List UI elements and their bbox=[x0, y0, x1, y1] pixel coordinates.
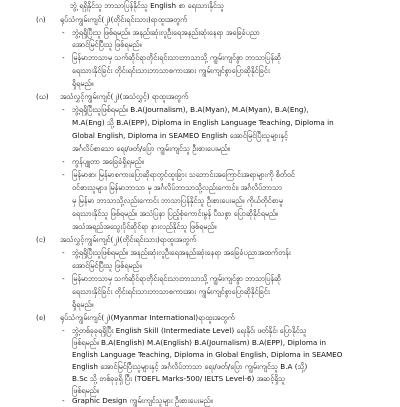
text-line: English အောင်မြင်ပြီးသူများနှင့် အင်္ဂလိပ်ဘာသာ ရေး/ဖတ်/ပြော ကျွမ်းကျင်သူ B.A (သို့) bbox=[72, 362, 308, 371]
bullet-marker: - bbox=[62, 28, 65, 37]
text-line: ရေးသားနိုင်ခြင်း တိုင်းရင်းသားဘာသာစကားအား ကျွမ်းကျင်စွာပြောဆိုနိုင်ခြင်း bbox=[72, 66, 270, 75]
bullet-marker: - bbox=[62, 53, 65, 62]
text-line: မြန်မာဘာသာမှ သက်ဆိုင်ရာတိုင်းရင်းသားဘာသာသို့ ကျွမ်းကျင်စွာ ဘာသာပြန်ဆို bbox=[72, 274, 282, 283]
section-number: (ဃ) bbox=[36, 92, 49, 101]
text-line: ဘွဲ့ ရရှိနိုင်သူ ဘာသာပြန်နိုင်သူ English စာ ရေးသားနိုင်သူ bbox=[70, 1, 224, 10]
text-line: English Language Teaching, Diploma in Global English, Diploma in SEAMEO bbox=[72, 350, 343, 359]
text-line: ဝင်စားသူများ၊ မြန်မာဘာသာ မှ အင်္ဂလိပ်ဘာသာသို့လည်းကောင်း၊ အင်္ဂလိပ်ဘာသာ bbox=[72, 183, 283, 192]
bullet-marker: - bbox=[62, 157, 65, 166]
text-line: ဘွဲ့တစ်ခုခုရရှိပြီး English Skill (Intermediate Level) ရေးနိုင်၊ ဖတ်နိုင်၊ ပြောနိုင်သူ bbox=[72, 326, 307, 335]
text-line: အသံအရည်အသွေးပိုင်ဆိုင်ရာ နားလည်နိုင်သူ ဖြစ်ရမည်။ bbox=[72, 222, 217, 231]
section-heading: ရုပ်သံကျွမ်းကျင်(၂)(တိုင်းရင်းသား)ရာထူးအတွက် bbox=[60, 15, 188, 24]
text-line: မြန်မာစာ၊ မြန်မာစကားပြောဆိုရာတွင်ထူးခြား သဘောင်းအကြောင်းအရာများကို စိတ်ဝင် bbox=[72, 170, 295, 179]
text-line: ရှိရမည်။ bbox=[72, 300, 94, 309]
text-line: M.A(Eng) သို့ B.A(EPP), Diploma in English Language Teaching, Diploma in bbox=[72, 118, 334, 127]
bullet-marker: - bbox=[62, 326, 65, 335]
section-number: (င) bbox=[36, 235, 46, 244]
text-line: Graphic Design ကျွမ်းကျင်သူများ ဦးစားပေးမည်။ bbox=[72, 396, 213, 405]
text-line: ဘွဲ့ရရှိပြီးသူဖြစ်ရမည်။ အနည်းဆုံးလူဦးရေအနည်းဆုံးနေရာ အခြေခံပညာအထက်တန်း bbox=[72, 248, 291, 257]
text-line: ဘွဲ့ရရှိပြီးသူ ဖြစ်ရမည်။ အနည်းဆုံးလူဦးရေအနည်းဆုံးနေရာ အခြေခံပညာ bbox=[72, 28, 260, 37]
bullet-marker: - bbox=[62, 274, 65, 283]
bullet-marker: - bbox=[62, 396, 65, 405]
section-heading: အသံလွှင့်ကျွမ်းကျင်(၂)(တိုင်းရင်းသား)ရာထူးအတွက် bbox=[60, 235, 197, 244]
bullet-marker: - bbox=[62, 170, 65, 179]
section-heading: ရုပ်သံကျွမ်းကျင်(၂)(Myanmar International)ရာထူးအတွက် bbox=[60, 313, 235, 322]
bullet-marker: - bbox=[62, 248, 65, 257]
text-line: ရေးသားနိုင်သူ ဖြစ်ရမည်။ အသံပြနာ ပြည့်စုံကောင်းမွန် ပီသစွာ ပြောဆိုနိုင်ရမည်။ bbox=[72, 209, 279, 218]
text-line: ရှိရမည်။ bbox=[72, 79, 94, 88]
text-line: ကွန်ပျူတာ အခြေခံရှိရမည်။ bbox=[72, 157, 144, 166]
section-number: (စ) bbox=[36, 313, 46, 322]
text-line: အောင်မြင်ပြီးသူ ဖြစ်ရမည်။ bbox=[72, 261, 142, 270]
text-line: ဖြစ်ရမည်။ bbox=[72, 386, 99, 395]
text-line: အောင်မြင်ပြီးသူ ဖြစ်ရမည်။ bbox=[72, 40, 142, 49]
section-heading: အသံလွှင့်ကျွမ်းကျင်(၂)(အသံလွှင့်) ရာထူးအတွက် bbox=[60, 92, 189, 101]
text-line: ဖြစ်ရမည်။ B.A(English) M.A(English) B.A(Journalism) B.A(EPP), Diploma in bbox=[72, 338, 327, 347]
text-line: B.Sc သို့ တစ်ခုခုရှိ ပြီး (TOEFL Marks-500/ IELTS Level-6) အဆင့်ရှိသူ bbox=[72, 374, 286, 383]
text-line: အင်္ဂလိပ်စာသော ရေး/ဖတ်/ပြော ကျွမ်းကျင်သူ ဦးစားပေးမည်။ bbox=[72, 144, 230, 153]
text-line: မှ မြန်မာ ဘာသာသို့လည်းကောင်း ဘာသာပြန်နိုင်သူ ဦးစားပေးမည်။ ကိုယ်တိုင်စာမူ bbox=[72, 196, 283, 205]
text-line: ဘွဲ့ရရှိပြီးသူဖြစ်ရမည်။ B.A(Journalism), B.A(Myan), M.A(Myan), B.A(Eng), bbox=[72, 105, 309, 114]
text-line: ရေးသားနိုင်ခြင်း တိုင်းရင်းသားဘာသာစကားအား ကျွမ်းကျင်စွာပြောဆိုနိုင်ခြင်း bbox=[72, 287, 270, 296]
text-line: မြန်မာဘာသာမှ သက်ဆိုင်ရာတိုင်းရင်းသားဘာသာသို့ ကျွမ်းကျင်စွာ ဘာသာပြန်ဆို bbox=[72, 53, 282, 62]
section-number: (ဂ) bbox=[36, 15, 46, 24]
text-line: Global English, Diploma in SEAMEO English အောင်မြင်ပြီးသူများနှင့် bbox=[72, 131, 288, 140]
bullet-marker: - bbox=[62, 105, 65, 114]
